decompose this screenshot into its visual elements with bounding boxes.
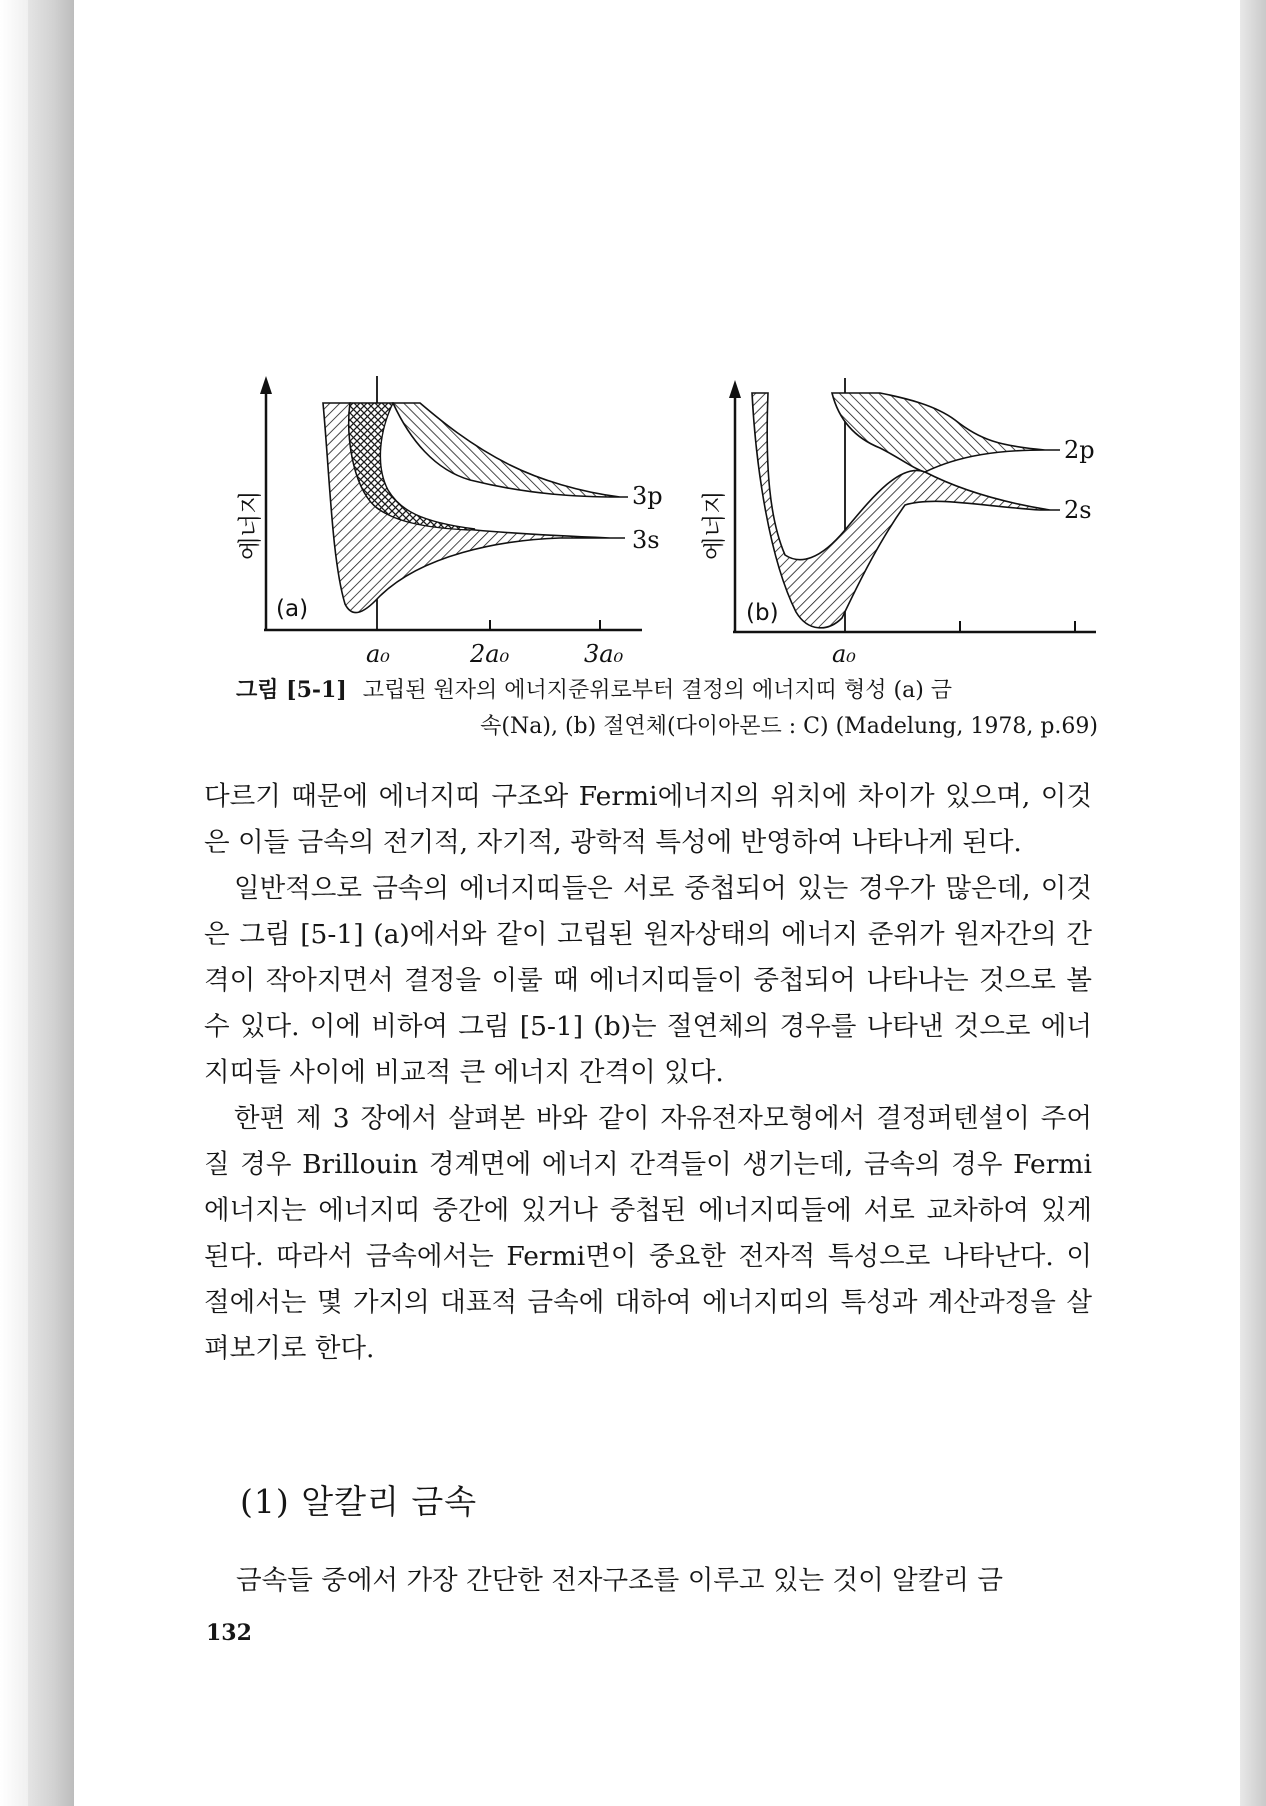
panel-a-label: (a) [276, 596, 309, 622]
panel-b-level-2p: 2p [1064, 436, 1095, 464]
figure-5-1 [0, 0, 1266, 700]
paragraph-3: 한편 제 3 장에서 살펴본 바와 같이 자유전자모형에서 결정퍼텐셜이 주어질 경우 Brillouin 경계면에 에너지 간격들이 생기는데, 금속의 경우 Fermi에너지는 에너지띠 중간에 있거나 중첩된 에너지띠들에 서로 교차하여 있게 된다. 따라서 금속에서는 Fermi면이 중요한 전자적 특성으로 나타난다. 이 절에서는 몇 가지의 대표적 금속에 대하여 에너지띠의 특성과 계산과정을 살펴보기로 한다. [204, 1103, 1092, 1364]
page-number: 132 [206, 1620, 252, 1646]
caption-label: 그림 [5-1] [236, 677, 347, 703]
caption-line-1: 고립된 원자의 에너지준위로부터 결정의 에너지띠 형성 (a) 금 [362, 678, 953, 703]
panel-b-y-arrow [729, 380, 741, 398]
panel-b-level-2s: 2s [1064, 496, 1092, 524]
band-diagram-svg [0, 0, 1266, 700]
panel-a-tick-label-3a0: 3a₀ [584, 640, 624, 668]
paragraph-1: 다르기 때문에 에너지띠 구조와 Fermi에너지의 위치에 차이가 있으며, 이것은 이들 금속의 전기적, 자기적, 광학적 특성에 반영하여 나타나게 된다. [204, 781, 1092, 858]
panel-b-band-2p [832, 393, 1045, 472]
section-first-line: 금속들 중에서 가장 간단한 전자구조를 이루고 있는 것이 알칼리 금 [236, 1565, 1003, 1596]
panel-a-level-3p: 3p [632, 482, 663, 510]
panel-a [236, 376, 663, 668]
panel-a-ylabel: 에너지 [236, 490, 264, 560]
panel-a-tick-label-a0: a₀ [366, 640, 390, 668]
panel-b-tick-label-a0: a₀ [832, 640, 856, 668]
caption-line-2: 속(Na), (b) 절연체(다이아몬드 : C) (Madelung, 1978, p.69) [480, 714, 1098, 739]
figure-caption [236, 672, 1098, 745]
panel-a-band-3p [393, 403, 620, 497]
panel-a-y-arrow [260, 376, 272, 394]
section-heading: (1) 알칼리 금속 [240, 1482, 478, 1521]
panel-a-tick-label-2a0: 2a₀ [470, 640, 510, 668]
panel-b [700, 378, 1096, 668]
panel-a-level-3s: 3s [632, 526, 660, 554]
paragraph-2: 일반적으로 금속의 에너지띠들은 서로 중첩되어 있는 경우가 많은데, 이것은 그림 [5-1] (a)에서와 같이 고립된 원자상태의 에너지 준위가 원자간의 간격이 작아지면서 결정을 이룰 때 에너지띠들이 중첩되어 나타나는 것으로 볼 수 있다. 이에 비하여 그림 [5-1] (b)는 절연체의 경우를 나타낸 것으로 에너지띠들 사이에 비교적 큰 에너지 간격이 있다. [204, 873, 1092, 1088]
panel-b-label: (b) [746, 600, 779, 626]
panel-b-ylabel: 에너지 [700, 490, 728, 560]
body-text [204, 774, 1092, 1372]
